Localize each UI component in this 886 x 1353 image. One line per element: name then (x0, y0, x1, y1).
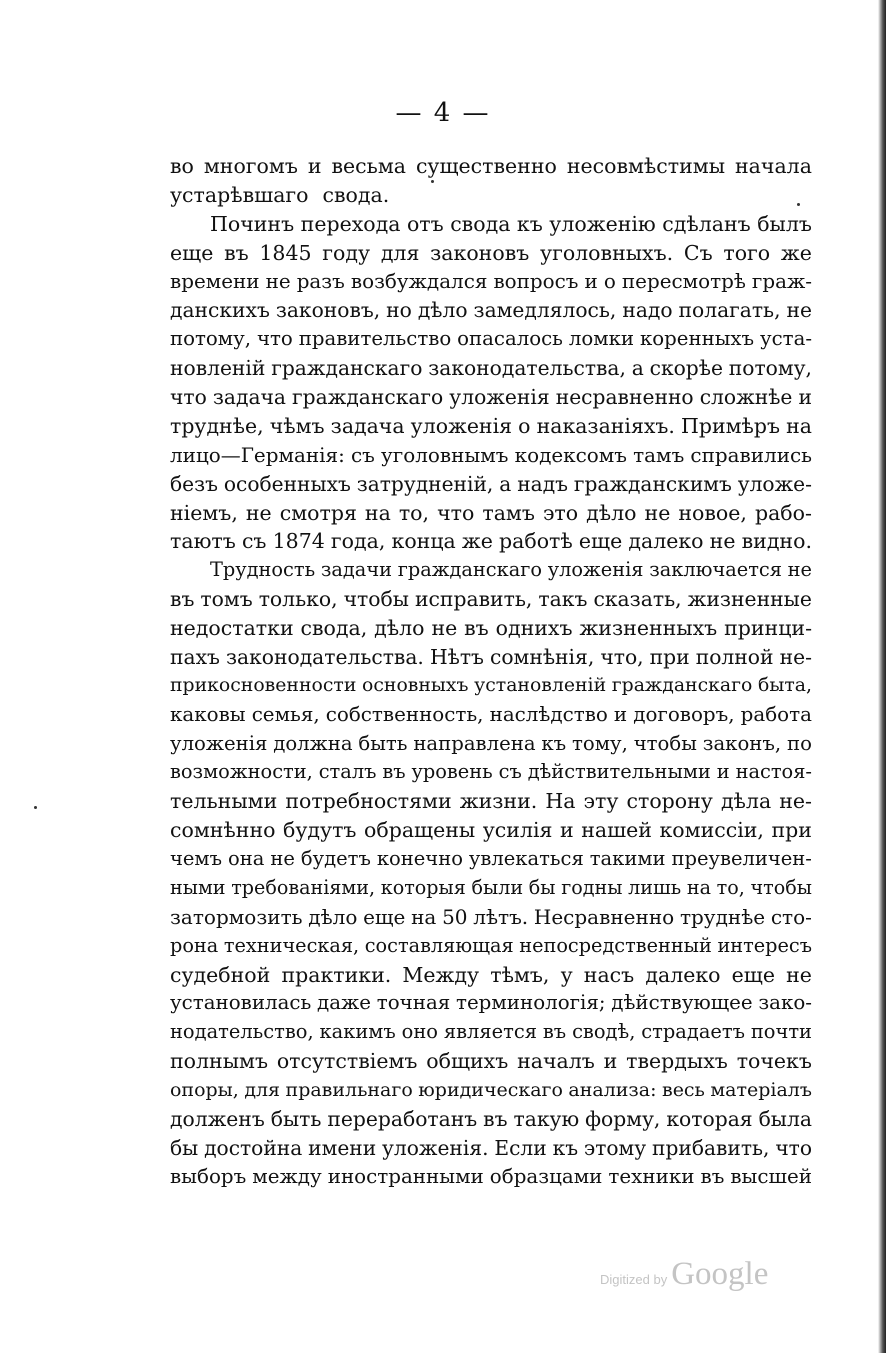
text-line: чемъ она не будетъ конечно увлекаться такими преувеличен- (170, 847, 812, 870)
text-line: во многомъ и весьма существенно несовмѣстимы начала (170, 154, 812, 178)
text-line: сомнѣнно будутъ обращены усилія и нашей комиссіи, при (170, 818, 812, 843)
page-number: — 4 — (395, 98, 491, 128)
text-line: лицо—Германія: съ уголовнымъ кодексомъ тамъ справились (170, 442, 812, 467)
text-line: новленій гражданскаго законодательства, а скорѣе потому, (170, 356, 812, 381)
google-logo: Google (671, 1256, 769, 1292)
text-line: недостатки свода, дѣло не въ однихъ жизненныхъ принци- (170, 616, 812, 640)
text-line: бы достойна имени уложенія. Если къ этому прибавить, что (170, 1135, 812, 1160)
text-line: установилась даже точная терминологія; дѣйствующее зако- (170, 991, 812, 1015)
text-line: устарѣвшаго свода. (170, 182, 390, 207)
scan-speck (797, 203, 800, 206)
text-line: ными требованіями, которыя были бы годны лишь на то, чтобы (170, 875, 812, 899)
text-line: каковы семья, собственность, наслѣдство и договоръ, работа (170, 702, 812, 726)
text-line: долженъ быть переработанъ въ такую форму, которая была (170, 1106, 812, 1131)
text-line: данскихъ законовъ, но дѣло замедлялось, надо полагать, не (170, 298, 812, 323)
text-line: еще въ 1845 году для законовъ уголовныхъ. Съ того же (170, 240, 812, 265)
text-line: выборъ между иностранными образцами техники въ высшей (170, 1164, 812, 1188)
text-line: рона техническая, составляющая непосредственный интересъ (170, 933, 812, 957)
text-line: въ томъ только, чтобы исправить, такъ сказать, жизненные (170, 587, 812, 612)
text-line: судебной практики. Между тѣмъ, у насъ далеко еще не (170, 962, 812, 987)
text-line: Трудность задачи гражданскаго уложенія заключается не (210, 558, 812, 582)
digitized-by-google-watermark (600, 1256, 768, 1293)
text-line: безъ особенныхъ затрудненій, а надъ гражданскимъ уложе- (170, 471, 812, 496)
text-line: труднѣе, чѣмъ задача уложенія о наказаніяхъ. Примѣръ на (170, 413, 812, 438)
text-line: опоры, для правильнаго юридическаго анализа: весь матеріалъ (170, 1079, 812, 1101)
text-line: потому, что правительство опасалось ломки коренныхъ уста- (170, 327, 812, 351)
text-line: времени не разъ возбуждался вопросъ и о пересмотрѣ граж- (170, 269, 812, 293)
page-edge-shadow (878, 0, 886, 1353)
text-line: полнымъ отсутствіемъ общихъ началъ и твердыхъ точекъ (170, 1049, 812, 1074)
text-line: уложенія должна быть направлена къ тому, чтобы законъ, по (170, 731, 812, 755)
body-text (170, 152, 812, 1192)
text-line: прикосновенности основныхъ установленій гражданскаго быта, (170, 674, 812, 696)
text-line: таютъ съ 1874 года, конца же работѣ еще далеко не видно. (170, 529, 812, 554)
text-line: что задача гражданскаго уложенія несравненно сложнѣе и (170, 385, 812, 409)
text-line: ніемъ, не смотря на то, что тамъ это дѣло не новое, рабо- (170, 500, 812, 525)
text-line: пахъ законодательства. Нѣтъ сомнѣнія, что, при полной не- (170, 644, 812, 669)
text-line: тельными потребностями жизни. На эту сторону дѣла не- (170, 789, 812, 814)
scan-speck (431, 180, 434, 183)
text-line: возможности, сталъ въ уровень съ дѣйствительными и настоя- (170, 760, 812, 784)
text-line: нодательство, какимъ оно является въ сводѣ, страдаетъ почти (170, 1020, 812, 1044)
text-line: Починъ перехода отъ свода къ уложенію сдѣланъ былъ (210, 211, 812, 236)
watermark-prefix: Digitized by (600, 1272, 668, 1287)
scan-speck (34, 806, 37, 809)
text-line: затормозить дѣло еще на 50 лѣтъ. Несравненно труднѣе сто- (170, 904, 812, 929)
